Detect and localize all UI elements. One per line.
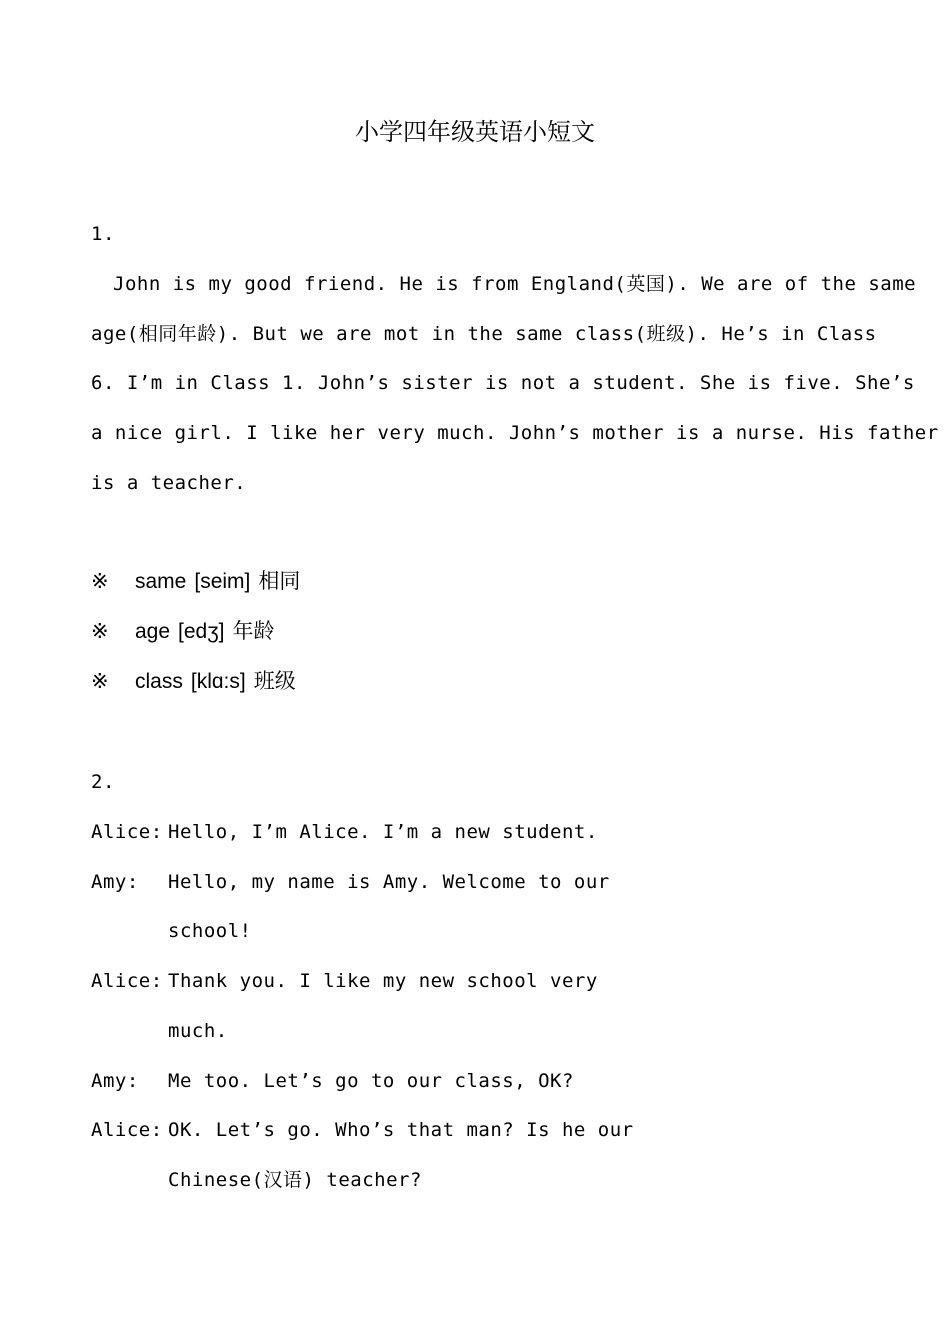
reference-mark-icon: ※ [91,570,109,593]
dialog-speaker: Alice: [91,970,163,992]
vocab-meaning: 班级 [253,670,296,693]
dialog-line-7 [91,1115,634,1145]
dialog-line-2 [91,867,610,897]
vocab-item-class [91,666,304,698]
dialog-text: much. [168,1020,228,1042]
reference-mark-icon: ※ [91,620,109,643]
dialog-line-3 [91,916,252,946]
dialog-text: OK. Let’s go. Who’s that man? Is he our [168,1119,634,1141]
dialog-line-4 [91,966,598,996]
section-number-1: 1. [91,223,115,245]
dialog-text: Hello, my name is Amy. Welcome to our [168,871,610,893]
vocab-word: age [135,620,171,643]
paragraph-line-2: age(相同年龄). But we are mot in the same class(班级). He’s in Class [91,323,877,345]
dialog-line-8 [91,1165,422,1195]
section-number-2: 2. [91,771,115,793]
vocab-meaning: 相同 [258,570,301,593]
paragraph-line-3: 6. I’m in Class 1. John’s sister is not a student. She is five. She’s [91,372,915,394]
paragraph-line-4: a nice girl. I like her very much. John’s mother is a nurse. His father [91,422,939,444]
dialog-text: Thank you. I like my new school very [168,970,598,992]
vocab-word: same [135,570,187,593]
dialog-line-5 [91,1016,228,1046]
vocab-item-age [91,616,283,648]
dialog-text: school! [168,920,252,942]
vocab-phonetic: [seim] [194,570,251,593]
dialog-speaker: Alice: [91,1119,163,1141]
page-title: 小学四年级英语小短文 [355,118,595,146]
dialog-text: Hello, I’m Alice. I’m a new student. [168,821,598,843]
vocab-meaning: 年龄 [232,620,275,643]
vocab-phonetic: [edʒ] [178,620,225,643]
paragraph-line-5: is a teacher. [91,472,247,494]
dialog-line-1 [91,817,598,847]
dialog-text: Chinese(汉语) teacher? [168,1169,422,1191]
dialog-speaker: Amy: [91,1070,139,1092]
dialog-line-6 [91,1066,574,1096]
vocab-word: class [135,670,183,693]
reference-mark-icon: ※ [91,670,109,693]
vocab-phonetic: [klɑ:s] [190,670,246,693]
dialog-speaker: Alice: [91,821,163,843]
dialog-speaker: Amy: [91,871,139,893]
dialog-text: Me too. Let’s go to our class, OK? [168,1070,574,1092]
paragraph-line-1: John is my good friend. He is from England(英国). We are of the same [113,273,917,295]
vocab-item-same [91,566,308,598]
